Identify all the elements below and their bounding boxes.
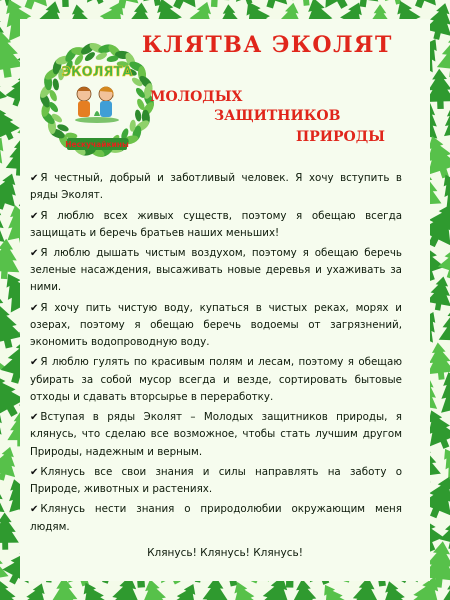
- oath-item: [30, 245, 402, 297]
- oath-item: [30, 464, 402, 498]
- check-mark-icon: ✔: [30, 357, 39, 369]
- page-title: КЛЯТВА ЭКОЛЯТ: [142, 32, 393, 58]
- oath-item: [30, 300, 402, 352]
- subtitle-line-3: ПРИРОДЫ: [296, 129, 385, 145]
- check-mark-icon: ✔: [30, 412, 39, 424]
- oath-item-text: Вступая в ряды Эколят – Молодых защитников природы, я клянусь, что сделаю все возможное, чтобы стать лучшим другом Природы, надежным и верным.: [30, 411, 402, 458]
- oath-item: [30, 501, 402, 535]
- check-mark-icon: ✔: [30, 248, 39, 259]
- oath-item: [30, 354, 402, 406]
- emblem-badge-text: Нескучайкины: [65, 140, 129, 149]
- oath-item-text: Я хочу пить чистую воду, купаться в чистых реках, морях и озерах, поэтому я обещаю беречь водоемы от загрязнений, экономить водопроводную воду.: [30, 301, 402, 349]
- oath-item: [30, 170, 402, 204]
- check-mark-icon: ✔: [30, 504, 39, 516]
- check-mark-icon: ✔: [30, 173, 39, 184]
- oath-item: [30, 409, 402, 461]
- oath-item-text: Клянусь нести знания о природолюбии окружающим меня людям.: [30, 503, 402, 533]
- check-mark-icon: ✔: [30, 302, 39, 314]
- emblem-arc-text: ЭКОЛЯТА: [61, 65, 133, 80]
- oath-item: [30, 208, 402, 242]
- check-mark-icon: ✔: [30, 210, 39, 222]
- check-mark-icon: ✔: [30, 466, 39, 478]
- oath-item-text: Я люблю всех живых существ, поэтому я обещаю всегда защищать и беречь братьев наших меньших!: [30, 209, 402, 239]
- oath-list: [30, 170, 402, 539]
- subtitle-line-2: ЗАЩИТНИКОВ: [214, 108, 341, 124]
- subtitle-line-1: МОЛОДЫХ: [150, 89, 243, 105]
- oath-item-text: Я люблю гулять по красивым полям и лесам, поэтому я обещаю убирать за собой мусор всегда и везде, сортировать бытовые отходы и сдавать вторсырье в переработку.: [30, 356, 402, 403]
- closing-oath-text: Клянусь! Клянусь! Клянусь!: [147, 547, 303, 559]
- oath-item-text: Я люблю дышать чистым воздухом, поэтому я обещаю беречь зеленые насаждения, высаживать новые деревья и ухаживать за ними.: [30, 247, 402, 294]
- oath-item-text: Я честный, добрый и заботливый человек. Я хочу вступить в ряды Эколят.: [30, 172, 402, 202]
- oath-item-text: Клянусь все свои знания и силы направлять на заботу о Природе, животных и растениях.: [30, 465, 402, 496]
